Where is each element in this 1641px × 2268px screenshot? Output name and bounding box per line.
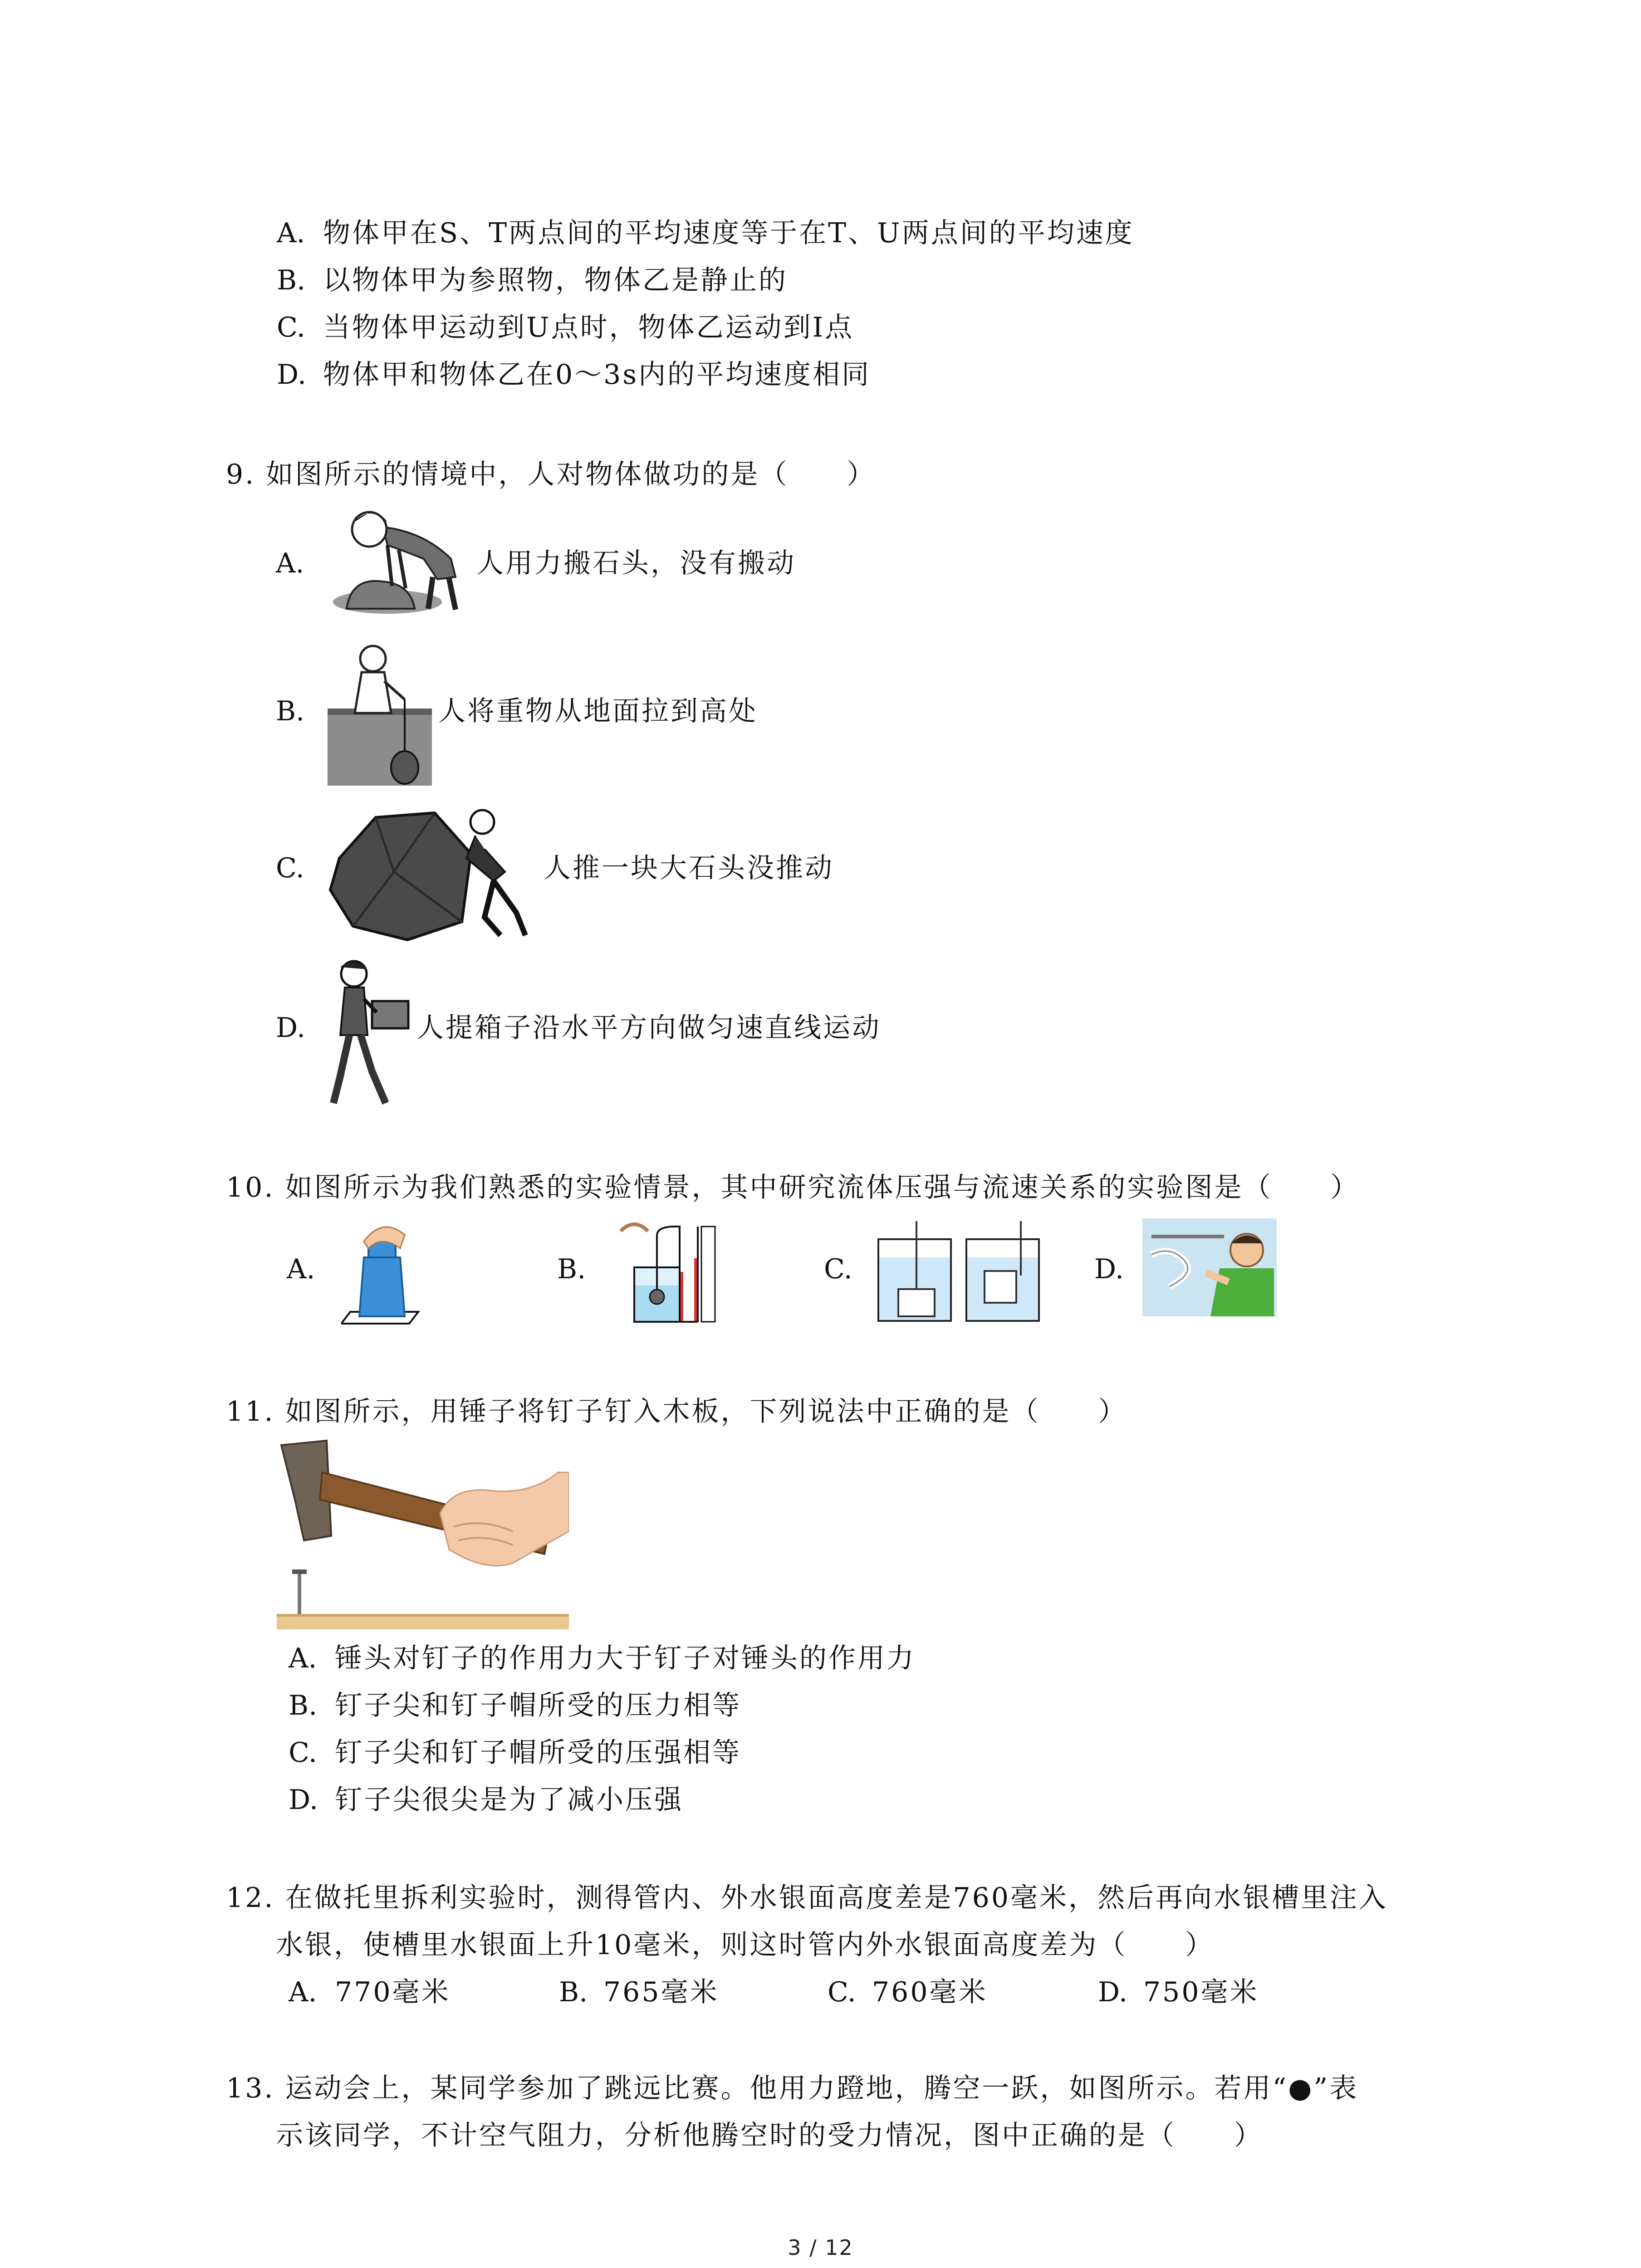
q11-option-c-label: C. — [289, 1737, 317, 1769]
q12-option-a-label: A. — [289, 1976, 317, 2008]
q10-option-c-label: C. — [824, 1253, 852, 1285]
q9-figure-a-lifting-stone — [319, 504, 474, 618]
q10-stem: 10. 如图所示为我们熟悉的实验情景，其中研究流体压强与流速关系的实验图是（ ） — [226, 1172, 1360, 1203]
q11-option-c-text: 钉子尖和钉子帽所受的压强相等 — [335, 1737, 741, 1769]
q8-option-b-text: 以物体甲为参照物，物体乙是静止的 — [323, 264, 788, 296]
q12-option-b-text: 765毫米 — [603, 1976, 719, 2008]
q11-figure-hammer-nail — [277, 1436, 569, 1631]
q9-option-a-text: 人用力搬石头，没有搬动 — [476, 547, 796, 579]
q13-stem-line1: 13. 运动会上，某同学参加了跳远比赛。他用力蹬地，腾空一跃，如图所示。若用“●”表 — [226, 2072, 1359, 2104]
q9-option-b-text: 人将重物从地面拉到高处 — [438, 695, 758, 727]
q11-option-b-text: 钉子尖和钉子帽所受的压力相等 — [335, 1690, 741, 1721]
q10-figure-a-bottle — [341, 1217, 423, 1325]
q12-option-c-label: C. — [828, 1976, 856, 2008]
q8-option-b-label: B. — [277, 264, 306, 296]
q8-option-a-text: 物体甲在S、T两点间的平均速度等于在T、U两点间的平均速度 — [323, 217, 1134, 249]
q12-option-c-text: 760毫米 — [872, 1976, 988, 2008]
q10-figure-b-manometer — [607, 1217, 725, 1326]
q9-option-d-text: 人提箱子沿水平方向做匀速直线运动 — [416, 1012, 881, 1044]
q9-option-d-label: D. — [276, 1012, 306, 1044]
q11-option-d-text: 钉子尖很尖是为了减小压强 — [335, 1784, 683, 1816]
q8-option-c-text: 当物体甲运动到U点时，物体乙运动到I点 — [323, 312, 854, 343]
q10-option-a-label: A. — [287, 1253, 315, 1285]
q11-option-a-text: 锤头对钉子的作用力大于钉子对锤头的作用力 — [335, 1642, 916, 1674]
q12-stem-line1: 12. 在做托里拆利实验时，测得管内、外水银面高度差是760毫米，然后再向水银槽里注入 — [226, 1882, 1388, 1914]
q9-option-c-text: 人推一块大石头没推动 — [544, 852, 834, 884]
q8-option-d-text: 物体甲和物体乙在0～3s内的平均速度相同 — [323, 359, 871, 391]
page-number: 3 / 12 — [788, 2235, 853, 2260]
q9-option-b-label: B. — [276, 695, 305, 727]
q9-figure-c-pushing-boulder — [326, 804, 539, 949]
q10-option-d-label: D. — [1094, 1253, 1124, 1285]
q12-option-b-label: B. — [559, 1976, 588, 2008]
q12-stem-line2: 水银，使槽里水银面上升10毫米，则这时管内外水银面高度差为（ ） — [276, 1929, 1215, 1961]
q8-option-a-label: A. — [277, 217, 305, 249]
q13-stem-line2: 示该同学，不计空气阻力，分析他腾空时的受力情况，图中正确的是（ ） — [276, 2120, 1263, 2151]
q9-option-a-label: A. — [276, 547, 304, 579]
q10-figure-d-blowing-paper — [1142, 1218, 1277, 1316]
q9-figure-d-carrying-box — [322, 958, 413, 1108]
q9-stem: 9. 如图所示的情境中，人对物体做功的是（ ） — [226, 459, 876, 490]
q9-figure-b-pulling-weight — [328, 640, 432, 786]
q11-option-d-label: D. — [289, 1784, 318, 1816]
q11-option-a-label: A. — [289, 1642, 317, 1674]
q11-option-b-label: B. — [289, 1690, 318, 1721]
q8-option-c-label: C. — [277, 312, 305, 343]
q12-option-a-text: 770毫米 — [335, 1976, 451, 2008]
q12-option-d-text: 750毫米 — [1143, 1976, 1259, 2008]
q12-option-d-label: D. — [1098, 1976, 1128, 2008]
q8-option-d-label: D. — [277, 359, 307, 391]
q11-stem: 11. 如图所示，用锤子将钉子钉入木板，下列说法中正确的是（ ） — [226, 1396, 1127, 1427]
q9-option-c-label: C. — [276, 852, 304, 884]
q10-option-b-label: B. — [557, 1253, 586, 1285]
q10-figure-c-depth-pressure — [876, 1221, 1043, 1325]
